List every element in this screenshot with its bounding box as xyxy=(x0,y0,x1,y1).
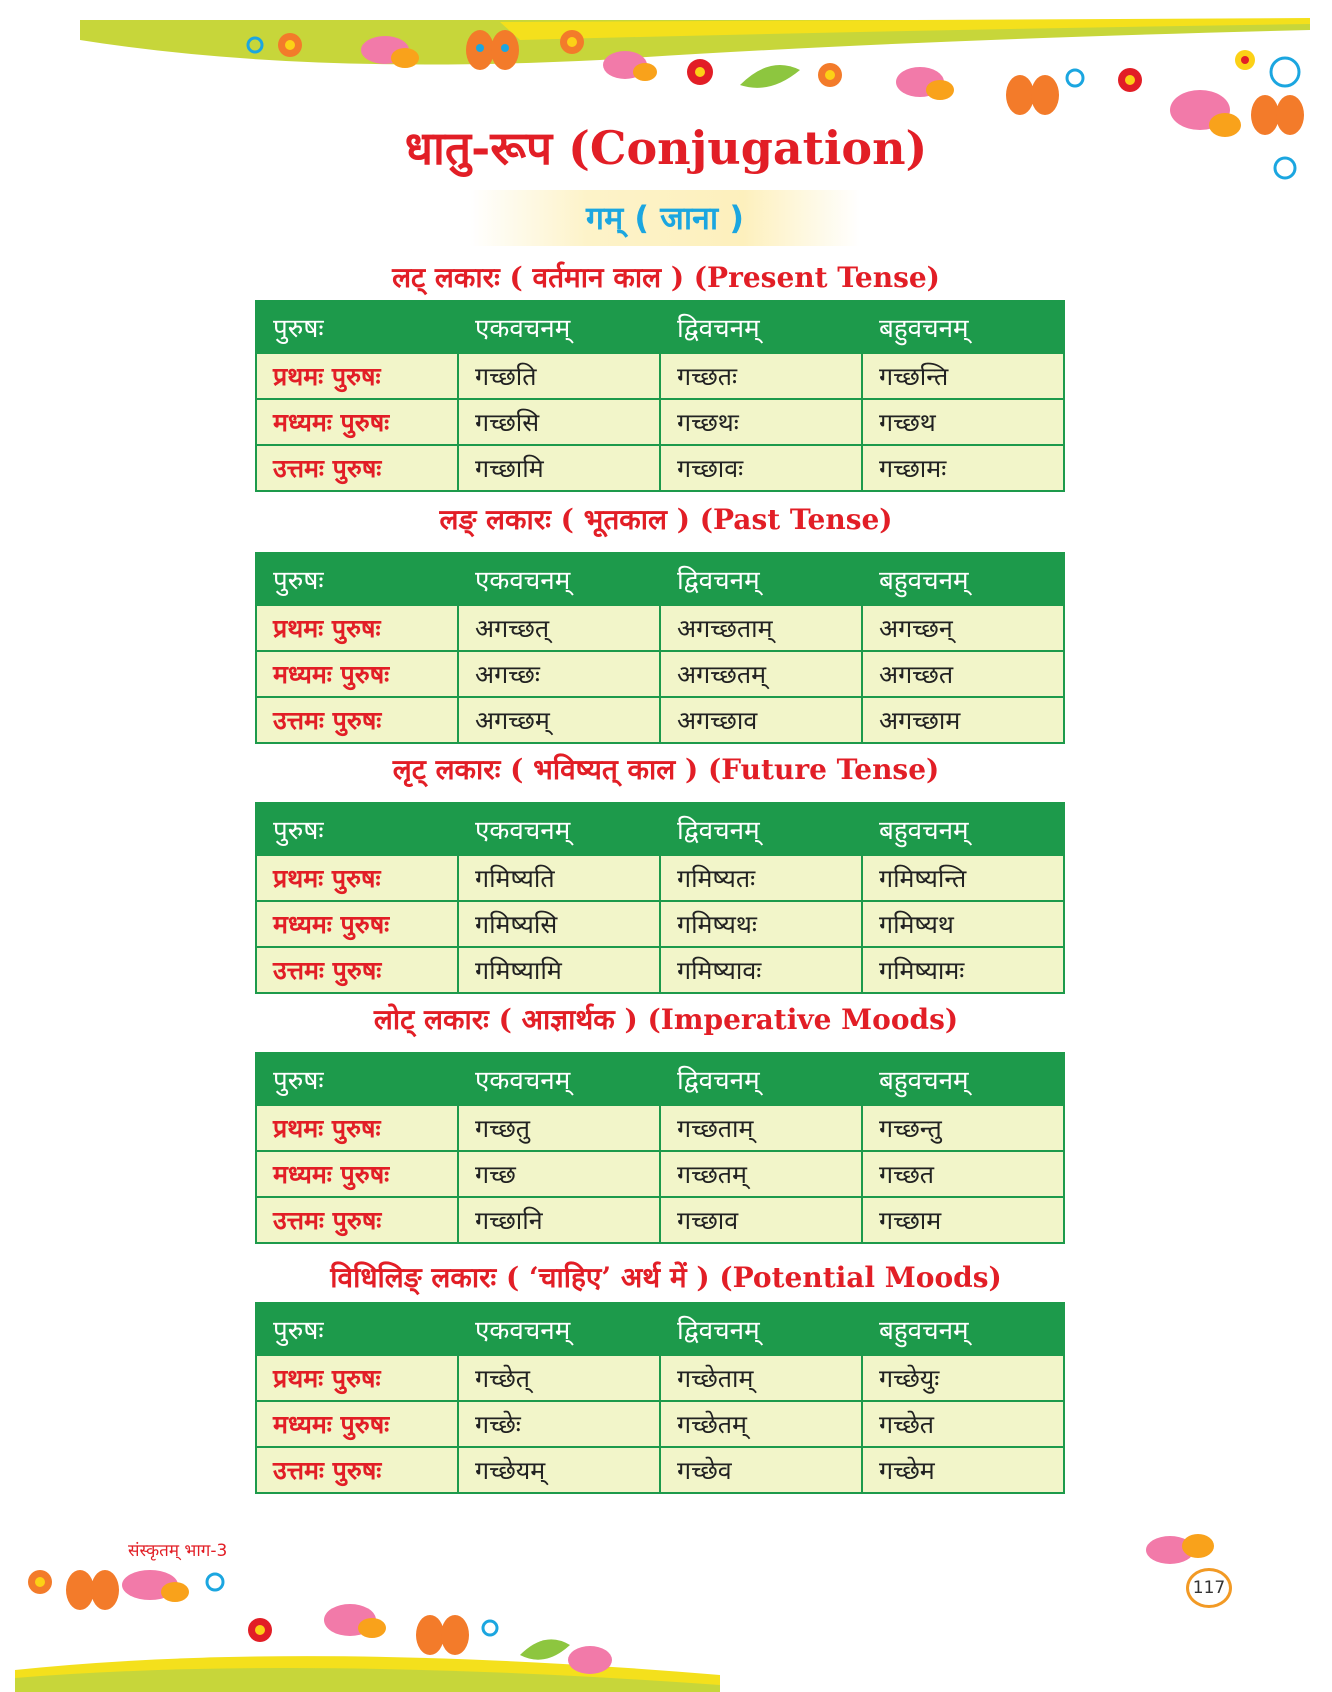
flower-icon xyxy=(560,30,584,54)
table-cell: अगच्छाम xyxy=(862,697,1064,743)
conjugation-table-past xyxy=(255,552,1065,744)
table-cell: गच्छेम xyxy=(862,1447,1064,1493)
table-row xyxy=(256,445,1064,491)
header-person: पुरुषः xyxy=(256,1053,458,1105)
section-heading-past: लङ् लकारः ( भूतकाल ) (Past Tense) xyxy=(439,503,893,536)
person-label: उत्तमः पुरुषः xyxy=(256,1197,458,1243)
table-cell: गच्छेव xyxy=(660,1447,862,1493)
person-label: प्रथमः पुरुषः xyxy=(256,605,458,651)
table-row xyxy=(256,855,1064,901)
table-cell: अगच्छतम् xyxy=(660,651,862,697)
butterfly-icon xyxy=(1006,75,1059,115)
header-dual: द्विवचनम् xyxy=(660,1053,862,1105)
person-label: मध्यमः पुरुषः xyxy=(256,901,458,947)
conjugation-table-future xyxy=(255,802,1065,994)
table-cell: गच्छतः xyxy=(660,353,862,399)
flower-icon xyxy=(687,59,713,85)
table-cell: गच्छेताम् xyxy=(660,1355,862,1401)
table-row xyxy=(256,399,1064,445)
table-row xyxy=(256,1355,1064,1401)
table-cell: गमिष्यावः xyxy=(660,947,862,993)
table-header-row xyxy=(256,553,1064,605)
table-cell: गच्छतु xyxy=(458,1105,660,1151)
table-cell: गच्छाव xyxy=(660,1197,862,1243)
person-label: प्रथमः पुरुषः xyxy=(256,1355,458,1401)
table-cell: गच्छथ xyxy=(862,399,1064,445)
table-cell: गच्छेत् xyxy=(458,1355,660,1401)
table-cell: गच्छसि xyxy=(458,399,660,445)
header-person: पुरुषः xyxy=(256,803,458,855)
header-dual: द्विवचनम् xyxy=(660,553,862,605)
table-row xyxy=(256,1105,1064,1151)
table-row xyxy=(256,1197,1064,1243)
person-label: उत्तमः पुरुषः xyxy=(256,445,458,491)
table-cell: गमिष्यन्ति xyxy=(862,855,1064,901)
book-title-footer: संस्कृतम् भाग-3 xyxy=(128,1541,228,1561)
table-header-row xyxy=(256,1053,1064,1105)
header-singular: एकवचनम् xyxy=(458,553,660,605)
table-cell: गच्छामि xyxy=(458,445,660,491)
table-cell: गच्छति xyxy=(458,353,660,399)
conjugation-table-imperative xyxy=(255,1052,1065,1244)
butterfly-icon xyxy=(568,1646,612,1674)
table-cell: अगच्छाव xyxy=(660,697,862,743)
page-number: 117 xyxy=(1186,1568,1232,1608)
table-cell: गच्छामः xyxy=(862,445,1064,491)
table-header-row xyxy=(256,301,1064,353)
page-subtitle: गम् ( जाना ) xyxy=(586,199,744,237)
person-label: प्रथमः पुरुषः xyxy=(256,353,458,399)
butterfly-icon xyxy=(122,1570,189,1602)
table-cell: गच्छतम् xyxy=(660,1151,862,1197)
section-heading-imperative: लोट् लकारः ( आज्ञार्थक ) (Imperative Moods) xyxy=(373,1003,959,1036)
header-plural: बहुवचनम् xyxy=(862,1053,1064,1105)
header-person: पुरुषः xyxy=(256,553,458,605)
table-cell: गच्छेत xyxy=(862,1401,1064,1447)
section-heading-present: लट् लकारः ( वर्तमान काल ) (Present Tense) xyxy=(392,261,940,294)
conjugation-table-potential xyxy=(255,1302,1065,1494)
leaf-icon xyxy=(520,1639,570,1659)
flower-icon xyxy=(248,1618,272,1642)
table-cell: अगच्छम् xyxy=(458,697,660,743)
table-cell: गच्छन्ति xyxy=(862,353,1064,399)
flower-icon xyxy=(1118,68,1142,92)
table-cell: गमिष्यथ xyxy=(862,901,1064,947)
table-cell: गच्छानि xyxy=(458,1197,660,1243)
flower-icon xyxy=(818,63,842,87)
table-cell: अगच्छत् xyxy=(458,605,660,651)
subtitle-banner xyxy=(470,190,860,246)
section-heading-potential: विधिलिङ् लकारः ( ‘चाहिए’ अर्थ में ) (Potential Moods) xyxy=(330,1261,1002,1294)
header-plural: बहुवचनम् xyxy=(862,1303,1064,1355)
table-cell: अगच्छत xyxy=(862,651,1064,697)
person-label: उत्तमः पुरुषः xyxy=(256,947,458,993)
person-label: मध्यमः पुरुषः xyxy=(256,399,458,445)
header-dual: द्विवचनम् xyxy=(660,803,862,855)
header-singular: एकवचनम् xyxy=(458,1053,660,1105)
person-label: मध्यमः पुरुषः xyxy=(256,651,458,697)
table-cell: गच्छ xyxy=(458,1151,660,1197)
header-dual: द्विवचनम् xyxy=(660,1303,862,1355)
conjugation-table-present xyxy=(255,300,1065,492)
header-dual: द्विवचनम् xyxy=(660,301,862,353)
table-cell: गमिष्यथः xyxy=(660,901,862,947)
person-label: प्रथमः पुरुषः xyxy=(256,1105,458,1151)
butterfly-icon xyxy=(324,1604,386,1638)
header-plural: बहुवचनम् xyxy=(862,301,1064,353)
table-cell: गच्छथः xyxy=(660,399,862,445)
header-singular: एकवचनम् xyxy=(458,803,660,855)
header-singular: एकवचनम् xyxy=(458,301,660,353)
table-cell: गमिष्यामः xyxy=(862,947,1064,993)
table-cell: गमिष्यति xyxy=(458,855,660,901)
flower-icon xyxy=(28,1570,52,1594)
table-cell: गच्छत xyxy=(862,1151,1064,1197)
header-plural: बहुवचनम् xyxy=(862,553,1064,605)
table-row xyxy=(256,1401,1064,1447)
table-cell: गच्छेयम् xyxy=(458,1447,660,1493)
table-cell: गमिष्यसि xyxy=(458,901,660,947)
table-cell: गच्छाम xyxy=(862,1197,1064,1243)
flower-icon xyxy=(278,33,302,57)
table-cell: गमिष्यामि xyxy=(458,947,660,993)
table-cell: गच्छेयुः xyxy=(862,1355,1064,1401)
table-row xyxy=(256,651,1064,697)
table-cell: गच्छन्तु xyxy=(862,1105,1064,1151)
page-title: धातु-रूप (Conjugation) xyxy=(404,121,928,175)
table-header-row xyxy=(256,1303,1064,1355)
table-cell: अगच्छः xyxy=(458,651,660,697)
leaf-icon xyxy=(740,65,800,88)
bottom-floral-border xyxy=(0,1560,1332,1692)
table-cell: गच्छावः xyxy=(660,445,862,491)
table-row xyxy=(256,901,1064,947)
table-header-row xyxy=(256,803,1064,855)
person-label: उत्तमः पुरुषः xyxy=(256,1447,458,1493)
header-person: पुरुषः xyxy=(256,301,458,353)
table-cell: अगच्छताम् xyxy=(660,605,862,651)
table-row xyxy=(256,947,1064,993)
table-row xyxy=(256,605,1064,651)
flower-icon xyxy=(1235,50,1255,70)
butterfly-icon xyxy=(416,1615,469,1655)
header-plural: बहुवचनम् xyxy=(862,803,1064,855)
table-cell: गच्छेः xyxy=(458,1401,660,1447)
table-row xyxy=(256,353,1064,399)
butterfly-icon xyxy=(66,1570,119,1610)
person-label: मध्यमः पुरुषः xyxy=(256,1151,458,1197)
table-row xyxy=(256,697,1064,743)
person-label: उत्तमः पुरुषः xyxy=(256,697,458,743)
table-row xyxy=(256,1447,1064,1493)
header-person: पुरुषः xyxy=(256,1303,458,1355)
table-cell: गमिष्यतः xyxy=(660,855,862,901)
table-cell: गच्छताम् xyxy=(660,1105,862,1151)
table-row xyxy=(256,1151,1064,1197)
person-label: प्रथमः पुरुषः xyxy=(256,855,458,901)
butterfly-icon xyxy=(896,67,954,100)
table-cell: गच्छेतम् xyxy=(660,1401,862,1447)
person-label: मध्यमः पुरुषः xyxy=(256,1401,458,1447)
header-singular: एकवचनम् xyxy=(458,1303,660,1355)
table-cell: अगच्छन् xyxy=(862,605,1064,651)
section-heading-future: लृट् लकारः ( भविष्यत् काल ) (Future Tense) xyxy=(392,753,940,786)
